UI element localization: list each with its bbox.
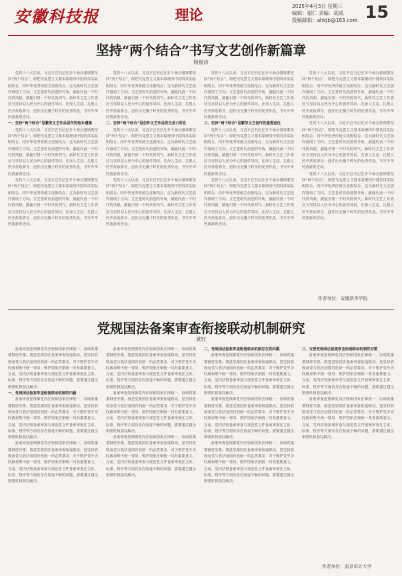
- article1-column-3: [204, 70, 294, 300]
- article2-paragraph: 备案审查是保障党内法规和国家法律统一、协调的重要制度安排。推进党规国法备案审查衔接联动，是坚持依规治党与依法治国有机统一的必然要求，对于维护党中央权威和集中统一领导、维护国家法制统一具有重要意义。当前，党内法规备案审查与规范性文件备案审查在主体、标准、程序等方面仍存在衔接不畅的问题，需要通过健全制度机制加以解决。: [204, 397, 294, 440]
- article1-footnote: 作者单位：安徽新华学院: [318, 297, 368, 302]
- article1-title: 坚持“两个结合”书写文艺创作新篇章: [96, 44, 306, 59]
- article2-paragraph: 备案审查是保障党内法规和国家法律统一、协调的重要制度安排。推进党规国法备案审查衔接联动，是坚持依规治党与依法治国有机统一的必然要求，对于维护党中央权威和集中统一领导、维护国家法制统一具有重要意义。当前，党内法规备案审查与规范性文件备案审查在主体、标准、程序等方面仍存在衔接不畅的问题，需要通过健全制度机制加以解决。: [302, 397, 394, 440]
- article1-paragraph: 党的十八大以来，习近平总书记在多个场合强调要坚持“两个结合”，即把马克思主义基本原理同中国具体实际相结合、同中华优秀传统文化相结合，这为新时代文艺创作指明了方向。文艺是时代前进的号角，最能代表一个时代的风貌，最能引领一个时代的风气。新时代文艺工作者应当坚持以人民为中心的创作导向，在深入生活、扎根人民中汲取养分，创作出无愧于时代的优秀作品，书写中华民族新的史诗。: [106, 127, 196, 176]
- article2-paragraph: 备案审查是保障党内法规和国家法律统一、协调的重要制度安排。推进党规国法备案审查衔接联动，是坚持依规治党与依法治国有机统一的必然要求，对于维护党中央权威和集中统一领导、维护国家法制统一具有重要意义。当前，党内法规备案审查与规范性文件备案审查在主体、标准、程序等方面仍存在衔接不畅的问题，需要通过健全制度机制加以解决。: [106, 435, 196, 477]
- issue-info: [292, 4, 358, 25]
- article2-paragraph: 备案审查是保障党内法规和国家法律统一、协调的重要制度安排。推进党规国法备案审查衔接联动，是坚持依规治党与依法治国有机统一的必然要求，对于维护党中央权威和集中统一领导、维护国家法制统一具有重要意义。当前，党内法规备案审查与规范性文件备案审查在主体、标准、程序等方面仍存在衔接不畅的问题，需要通过健全制度机制加以解决。: [106, 391, 196, 433]
- article2-column-2: [106, 346, 196, 568]
- article1-paragraph: 党的十八大以来，习近平总书记在多个场合强调要坚持“两个结合”，即把马克思主义基本原理同中国具体实际相结合、同中华优秀传统文化相结合，这为新时代文艺创作指明了方向。文艺是时代前进的号角，最能代表一个时代的风貌，最能引领一个时代的风气。新时代文艺工作者应当坚持以人民为中心的创作导向，在深入生活、扎根人民中汲取养分，创作出无愧于时代的优秀作品，书写中华民族新的史诗。: [302, 171, 394, 220]
- contact-line: 投稿邮箱：ahkjb@163.com: [292, 18, 358, 24]
- header-rule: [8, 35, 394, 36]
- article2-paragraph: 备案审查是保障党内法规和国家法律统一、协调的重要制度安排。推进党规国法备案审查衔接联动，是坚持依规治党与依法治国有机统一的必然要求，对于维护党中央权威和集中统一领导、维护国家法制统一具有重要意义。当前，党内法规备案审查与规范性文件备案审查在主体、标准、程序等方面仍存在衔接不畅的问题，需要通过健全制度机制加以解决。: [204, 441, 294, 484]
- article1-paragraph: 党的十八大以来，习近平总书记在多个场合强调要坚持“两个结合”，即把马克思主义基本原理同中国具体实际相结合、同中华优秀传统文化相结合，这为新时代文艺创作指明了方向。文艺是时代前进的号角，最能代表一个时代的风貌，最能引领一个时代的风气。新时代文艺工作者应当坚持以人民为中心的创作导向，在深入生活、扎根人民中汲取养分，创作出无愧于时代的优秀作品，书写中华民族新的史诗。: [302, 121, 394, 170]
- date-line: 2025年4月3日 星期三: [292, 4, 343, 10]
- article1-paragraph: 党的十八大以来，习近平总书记在多个场合强调要坚持“两个结合”，即把马克思主义基本原理同中国具体实际相结合、同中华优秀传统文化相结合，这为新时代文艺创作指明了方向。文艺是时代前进的号角，最能代表一个时代的风貌，最能引领一个时代的风气。新时代文艺工作者应当坚持以人民为中心的创作导向，在深入生活、扎根人民中汲取养分，创作出无愧于时代的优秀作品，书写中华民族新的史诗。: [106, 71, 196, 120]
- article1-column-4: [302, 70, 394, 292]
- article1-paragraph: 党的十八大以来，习近平总书记在多个场合强调要坚持“两个结合”，即把马克思主义基本原理同中国具体实际相结合、同中华优秀传统文化相结合，这为新时代文艺创作指明了方向。文艺是时代前进的号角，最能代表一个时代的风貌，最能引领一个时代的风气。新时代文艺工作者应当坚持以人民为中心的创作导向，在深入生活、扎根人民中汲取养分，创作出无愧于时代的优秀作品，书写中华民族新的史诗。: [204, 71, 294, 120]
- article1-column-1: [8, 70, 98, 300]
- article2-paragraph: 备案审查是保障党内法规和国家法律统一、协调的重要制度安排。推进党规国法备案审查衔接联动，是坚持依规治党与依法治国有机统一的必然要求，对于维护党中央权威和集中统一领导、维护国家法制统一具有重要意义。当前，党内法规备案审查与规范性文件备案审查在主体、标准、程序等方面仍存在衔接不畅的问题，需要通过健全制度机制加以解决。: [204, 353, 294, 396]
- article2-paragraph: 备案审查是保障党内法规和国家法律统一、协调的重要制度安排。推进党规国法备案审查衔接联动，是坚持依规治党与依法治国有机统一的必然要求，对于维护党中央权威和集中统一领导、维护国家法制统一具有重要意义。当前，党内法规备案审查与规范性文件备案审查在主体、标准、程序等方面仍存在衔接不畅的问题，需要通过健全制度机制加以解决。: [302, 353, 394, 396]
- article1-paragraph: 党的十八大以来，习近平总书记在多个场合强调要坚持“两个结合”，即把马克思主义基本原理同中国具体实际相结合、同中华优秀传统文化相结合，这为新时代文艺创作指明了方向。文艺是时代前进的号角，最能代表一个时代的风貌，最能引领一个时代的风气。新时代文艺工作者应当坚持以人民为中心的创作导向，在深入生活、扎根人民中汲取养分，创作出无愧于时代的优秀作品，书写中华民族新的史诗。: [8, 127, 98, 176]
- article1-paragraph: 党的十八大以来，习近平总书记在多个场合强调要坚持“两个结合”，即把马克思主义基本原理同中国具体实际相结合、同中华优秀传统文化相结合，这为新时代文艺创作指明了方向。文艺是时代前进的号角，最能代表一个时代的风貌，最能引领一个时代的风气。新时代文艺工作者应当坚持以人民为中心的创作导向，在深入生活、扎根人民中汲取养分，创作出无愧于时代的优秀作品，书写中华民族新的史诗。: [8, 178, 98, 227]
- article1-subhead-3: 三、坚持“两个结合”是繁荣文艺创作的重要途径: [204, 121, 281, 126]
- page-number: 15: [365, 3, 389, 23]
- newspaper-logo: 安徽科技报: [14, 7, 100, 26]
- article1-column-2: [106, 70, 196, 300]
- article1-paragraph: 党的十八大以来，习近平总书记在多个场合强调要坚持“两个结合”，即把马克思主义基本原理同中国具体实际相结合、同中华优秀传统文化相结合，这为新时代文艺创作指明了方向。文艺是时代前进的号角，最能代表一个时代的风貌，最能引领一个时代的风气。新时代文艺工作者应当坚持以人民为中心的创作导向，在深入生活、扎根人民中汲取养分，创作出无愧于时代的优秀作品，书写中华民族新的史诗。: [204, 127, 294, 176]
- article2-paragraph: 备案审查是保障党内法规和国家法律统一、协调的重要制度安排。推进党规国法备案审查衔接联动，是坚持依规治党与依法治国有机统一的必然要求，对于维护党中央权威和集中统一领导、维护国家法制统一具有重要意义。当前，党内法规备案审查与规范性文件备案审查在主体、标准、程序等方面仍存在衔接不畅的问题，需要通过健全制度机制加以解决。: [8, 397, 98, 440]
- article2-column-1: [8, 346, 98, 568]
- article2-subhead-1: 一、党规国法备案审查衔接联动机制的内涵: [8, 391, 77, 396]
- article1-subhead-2: 二、坚持“两个结合”是创作文艺作品的生命力所在: [106, 121, 187, 126]
- article2-footnote: 作者单位：南京审计大学: [322, 565, 372, 570]
- editor-line: 编辑：谢仁 美编：胡成: [292, 11, 344, 17]
- article1-paragraph: 党的十八大以来，习近平总书记在多个场合强调要坚持“两个结合”，即把马克思主义基本原理同中国具体实际相结合、同中华优秀传统文化相结合，这为新时代文艺创作指明了方向。文艺是时代前进的号角，最能代表一个时代的风貌，最能引领一个时代的风气。新时代文艺工作者应当坚持以人民为中心的创作导向，在深入生活、扎根人民中汲取养分，创作出无愧于时代的优秀作品，书写中华民族新的史诗。: [204, 178, 294, 227]
- article1-subhead-1: 一、坚持“两个结合”是繁荣文艺作品创作的根本遵循: [8, 121, 92, 126]
- article-divider: [8, 309, 394, 310]
- article2-author: 黄旺: [195, 337, 206, 343]
- article1-paragraph: 党的十八大以来，习近平总书记在多个场合强调要坚持“两个结合”，即把马克思主义基本原理同中国具体实际相结合、同中华优秀传统文化相结合，这为新时代文艺创作指明了方向。文艺是时代前进的号角，最能代表一个时代的风貌，最能引领一个时代的风气。新时代文艺工作者应当坚持以人民为中心的创作导向，在深入生活、扎根人民中汲取养分，创作出无愧于时代的优秀作品，书写中华民族新的史诗。: [106, 178, 196, 227]
- article2-subhead-2: 二、党规国法备案审查衔接联动机制存在的问题: [204, 347, 280, 351]
- masthead: [0, 0, 402, 36]
- article2-title: 党规国法备案审查衔接联动机制研究: [96, 322, 305, 337]
- article2-paragraph: 备案审查是保障党内法规和国家法律统一、协调的重要制度安排。推进党规国法备案审查衔接联动，是坚持依规治党与依法治国有机统一的必然要求，对于维护党中央权威和集中统一领导、维护国家法制统一具有重要意义。当前，党内法规备案审查与规范性文件备案审查在主体、标准、程序等方面仍存在衔接不畅的问题，需要通过健全制度机制加以解决。: [8, 347, 98, 389]
- article2-subhead-3: 三、完善党规国法备案审查衔接联动机制的对策: [302, 347, 378, 351]
- article1-author: 杨俊涛: [193, 60, 209, 66]
- article2-column-3: [204, 346, 294, 568]
- article1-paragraph: 党的十八大以来，习近平总书记在多个场合强调要坚持“两个结合”，即把马克思主义基本原理同中国具体实际相结合、同中华优秀传统文化相结合，这为新时代文艺创作指明了方向。文艺是时代前进的号角，最能代表一个时代的风貌，最能引领一个时代的风气。新时代文艺工作者应当坚持以人民为中心的创作导向，在深入生活、扎根人民中汲取养分，创作出无愧于时代的优秀作品，书写中华民族新的史诗。: [8, 71, 98, 120]
- section-title: 理论: [175, 8, 203, 24]
- article2-paragraph: 备案审查是保障党内法规和国家法律统一、协调的重要制度安排。推进党规国法备案审查衔接联动，是坚持依规治党与依法治国有机统一的必然要求，对于维护党中央权威和集中统一领导、维护国家法制统一具有重要意义。当前，党内法规备案审查与规范性文件备案审查在主体、标准、程序等方面仍存在衔接不畅的问题，需要通过健全制度机制加以解决。: [8, 441, 98, 484]
- article1-paragraph: 党的十八大以来，习近平总书记在多个场合强调要坚持“两个结合”，即把马克思主义基本原理同中国具体实际相结合、同中华优秀传统文化相结合，这为新时代文艺创作指明了方向。文艺是时代前进的号角，最能代表一个时代的风貌，最能引领一个时代的风气。新时代文艺工作者应当坚持以人民为中心的创作导向，在深入生活、扎根人民中汲取养分，创作出无愧于时代的优秀作品，书写中华民族新的史诗。: [302, 71, 394, 120]
- article2-paragraph: 备案审查是保障党内法规和国家法律统一、协调的重要制度安排。推进党规国法备案审查衔接联动，是坚持依规治党与依法治国有机统一的必然要求，对于维护党中央权威和集中统一领导、维护国家法制统一具有重要意义。当前，党内法规备案审查与规范性文件备案审查在主体、标准、程序等方面仍存在衔接不畅的问题，需要通过健全制度机制加以解决。: [106, 347, 196, 389]
- article2-column-4: [302, 346, 394, 560]
